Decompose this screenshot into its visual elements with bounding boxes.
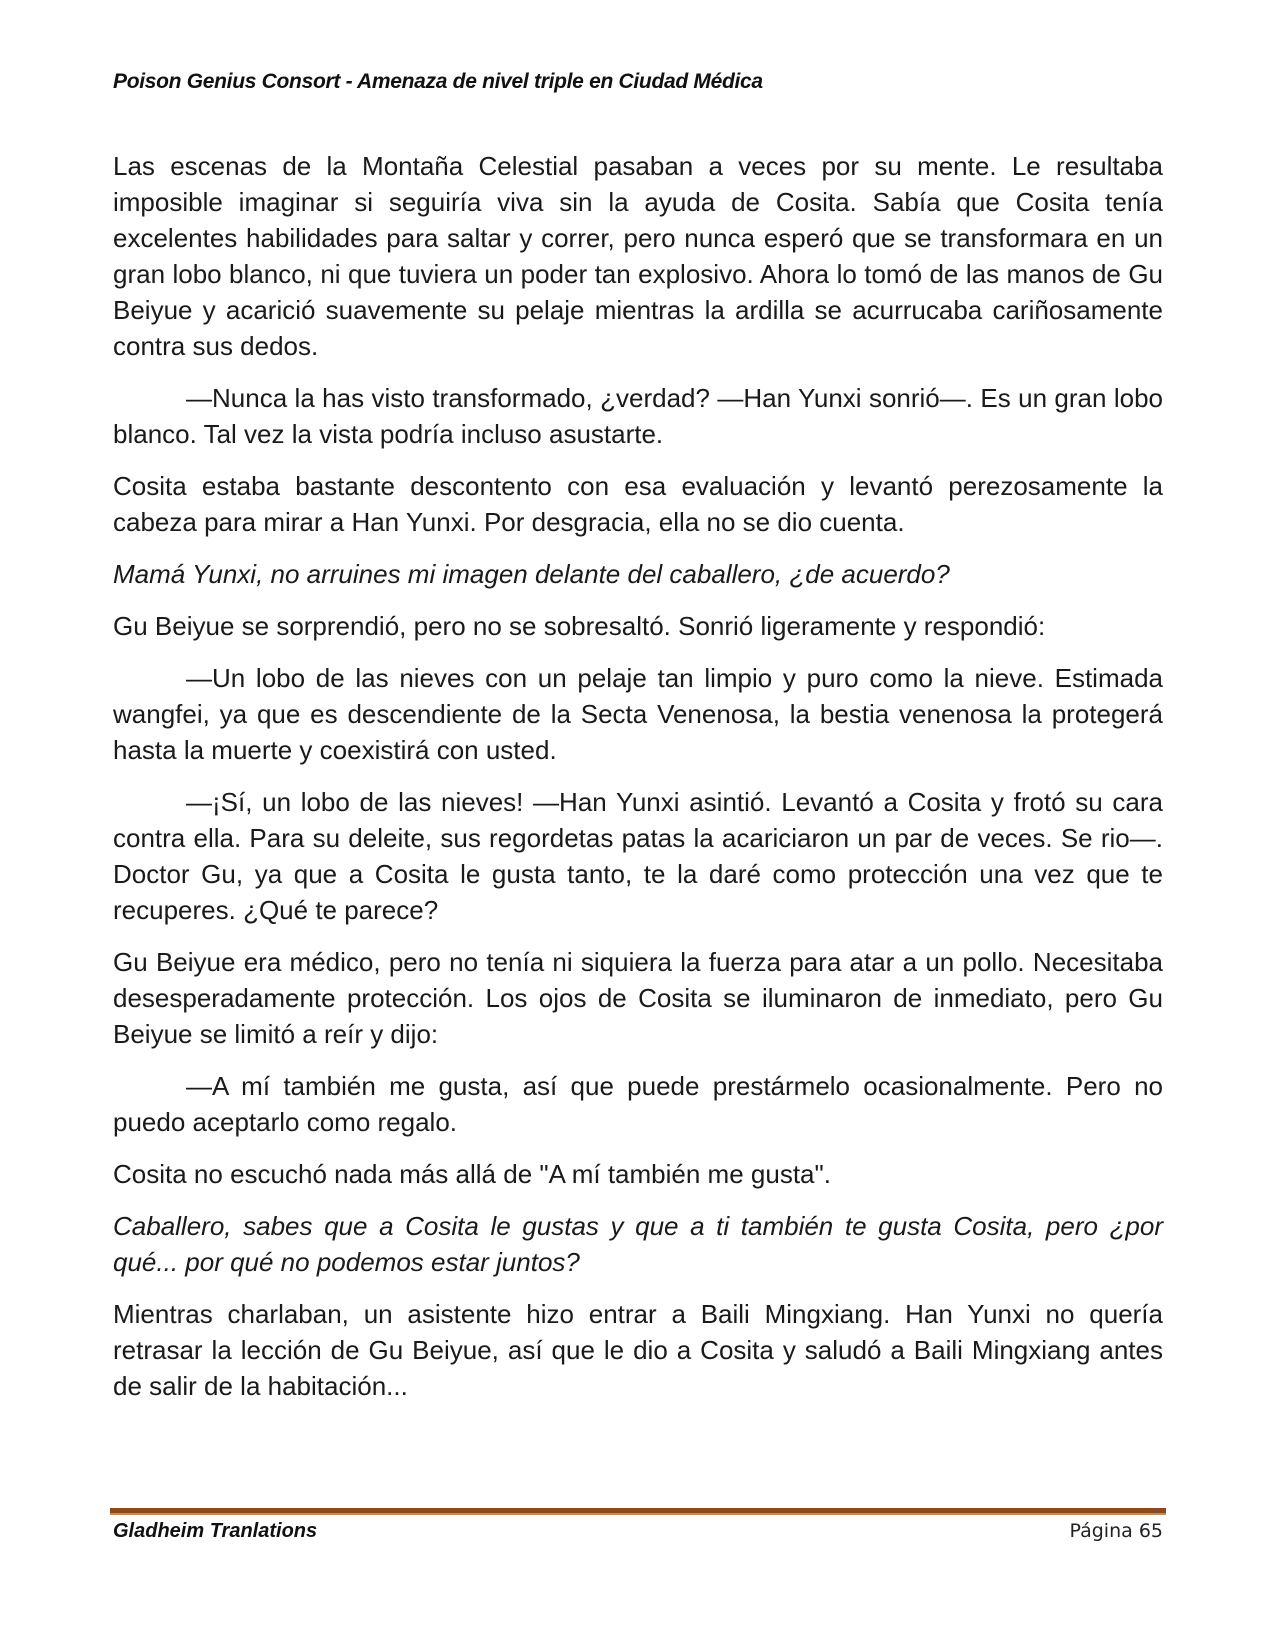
paragraph-2: —Nunca la has visto transformado, ¿verdad? —Han Yunxi sonrió—. Es un gran lobo blanco. Tal vez la vista podría incluso asustarte.	[113, 383, 1163, 449]
footer-credit: Gladheim Tranlations	[113, 1520, 318, 1542]
page-label: Página	[1069, 1520, 1133, 1542]
paragraph-7: —¡Sí, un lobo de las nieves! —Han Yunxi asintió. Levantó a Cosita y frotó su cara contra ella. Para su deleite, sus regordetas patas la acariciaron un par de veces. Se rio—. Doctor Gu, ya que a Cosita le gusta tanto, te la daré como protección una vez que te recuperes. ¿Qué te parece?	[113, 787, 1163, 925]
paragraph-12: Mientras charlaban, un asistente hizo entrar a Baili Mingxiang. Han Yunxi no quería retrasar la lección de Gu Beiyue, así que le dio a Cosita y saludó a Baili Mingxiang antes de salir de la habitación...	[113, 1299, 1163, 1401]
footer-divider	[110, 1508, 1166, 1515]
paragraph-1: Las escenas de la Montaña Celestial pasaban a veces por su mente. Le resultaba imposible imaginar si seguiría viva sin la ayuda de Cosita. Sabía que Cosita tenía excelentes habilidades para saltar y correr, pero nunca esperó que se transformara en un gran lobo blanco, ni que tuviera un poder tan explosivo. Ahora lo tomó de las manos de Gu Beiyue y acarició suavemente su pelaje mientras la ardilla se acurrucaba cariñosamente contra sus dedos.	[113, 151, 1163, 361]
paragraph-3: Cosita estaba bastante descontento con esa evaluación y levantó perezosamente la cabeza para mirar a Han Yunxi. Por desgracia, ella no se dio cuenta.	[113, 471, 1163, 537]
page-number-value: 65	[1138, 1520, 1163, 1542]
paragraph-9: —A mí también me gusta, así que puede prestármelo ocasionalmente. Pero no puedo aceptarlo como regalo.	[113, 1071, 1163, 1137]
paragraph-6: —Un lobo de las nieves con un pelaje tan limpio y puro como la nieve. Estimada wangfei, ya que es descendiente de la Secta Venenosa, la bestia venenosa la protegerá hasta la muerte y coexistirá con usted.	[113, 663, 1163, 765]
paragraph-8: Gu Beiyue era médico, pero no tenía ni siquiera la fuerza para atar a un pollo. Necesitaba desesperadamente protección. Los ojos de Cosita se iluminaron de inmediato, pero Gu Beiyue se limitó a reír y dijo:	[113, 947, 1163, 1049]
paragraph-10: Cosita no escuchó nada más allá de "A mí también me gusta".	[113, 1159, 831, 1189]
paragraph-5: Gu Beiyue se sorprendió, pero no se sobresaltó. Sonrió ligeramente y respondió:	[113, 611, 1046, 641]
body-text	[113, 148, 1163, 1420]
paragraph-11-thought: Caballero, sabes que a Cosita le gustas y que a ti también te gusta Cosita, pero ¿por qué... por qué no podemos estar juntos?	[113, 1211, 1163, 1277]
paragraph-4-thought: Mamá Yunxi, no arruines mi imagen delante del caballero, ¿de acuerdo?	[113, 559, 950, 589]
page-number	[1069, 1520, 1163, 1542]
page-header: Poison Genius Consort - Amenaza de nivel triple en Ciudad Médica	[113, 70, 763, 93]
